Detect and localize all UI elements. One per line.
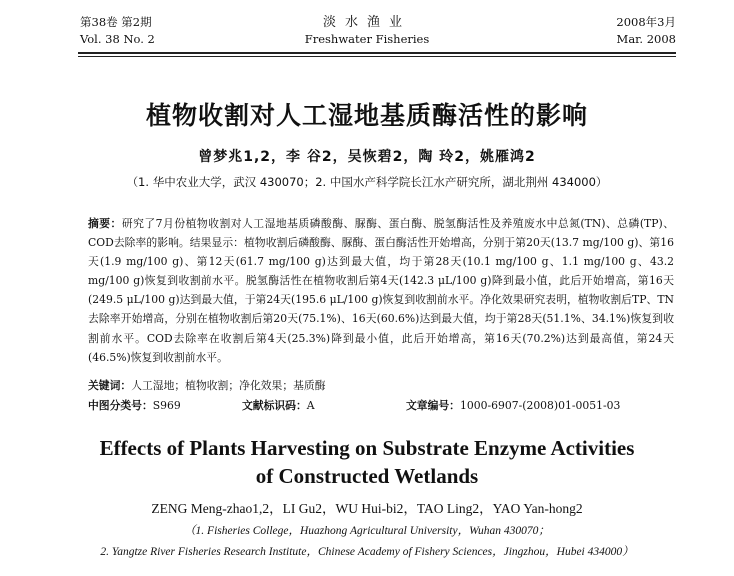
clc-label: 中图分类号： bbox=[88, 399, 153, 412]
document-code bbox=[242, 397, 315, 415]
issue-zh: 第38卷 第2期 bbox=[80, 15, 152, 29]
date-zh: 2008年3月 bbox=[616, 15, 676, 29]
article-value: 1000-6907-(2008)01-0051-03 bbox=[459, 399, 621, 412]
journal-name-zh: 淡水渔业 bbox=[322, 15, 411, 30]
journal-date-block bbox=[616, 14, 676, 48]
clc-number bbox=[88, 397, 181, 415]
doc-label: 文献标识码： bbox=[242, 399, 307, 412]
doc-value: A bbox=[306, 399, 315, 412]
date-en: Mar. 2008 bbox=[616, 32, 676, 46]
abstract-label: 摘要： bbox=[88, 217, 122, 230]
title-en-line1: Effects of Plants Harvesting on Substrate Enzyme Activities bbox=[99, 436, 635, 460]
article-label: 文章编号： bbox=[406, 399, 460, 412]
abstract-text: 研究了7月份植物收割对人工湿地基质磷酸酶、脲酶、蛋白酶、脱氢酶活性及养殖废水中总氮(TN)、总磷(TP)、COD去除率的影响。结果显示：植物收割后磷酸酶、脲酶、蛋白酶活性开始增高，分别于第20天(13.7 mg/100 g)、第16天(1.9 mg/100 g)、第12天(61.7 mg/100 g)达到最大值，均于第28天(10.1 mg/100 g、1.1 mg/100 g、43.2 mg/100 g)恢复到收割前水平。脱氢酶活性在植物收割后第4天(142.3 μL/100 g)降到最小值，此后开始增高，第16天(249.5 μL/100 g)达到最大值，于第24天(195.6 μL/100 g)恢复到收割前水平。净化效果研究表明，植物收割后TP、TN去除率开始增高，分别在植物收割后第20天(75.1%)、16天(60.6%)达到最大值，均于第28天(51.1%、34.1%)恢复到收割前水平。COD去除率在收割后第4天(25.3%)降到最小值，此后开始增高，第16天(70.2%)达到最高值，第24天(46.5%)恢复到收割前水平。 bbox=[88, 217, 674, 364]
keywords-label: 关键词： bbox=[88, 379, 132, 392]
authors-en: ZENG Meng-zhao1,2，LI Gu2，WU Hui-bi2，TAO Ling2，YAO Yan-hong2 bbox=[151, 501, 583, 516]
journal-name-en: Freshwater Fisheries bbox=[304, 32, 430, 46]
affiliation-en-line2: 2. Yangtze River Fisheries Research Institute，Chinese Academy of Fishery Sciences，Jingzhou，Hubei 434000） bbox=[100, 546, 634, 558]
keywords-text: 人工湿地；植物收割；净化效果；基质酶 bbox=[131, 379, 326, 392]
title-en bbox=[0, 434, 734, 490]
issue-en: Vol. 38 No. 2 bbox=[80, 32, 155, 46]
title-zh: 植物收割对人工湿地基质酶活性的影响 bbox=[145, 101, 588, 130]
article-number bbox=[406, 397, 620, 415]
affiliation-zh: （1. 华中农业大学，武汉 430070；2. 中国水产科学院长江水产研究所，湖北荆州 434000） bbox=[126, 175, 608, 189]
authors-zh: 曾梦兆1,2，李 谷2，吴恢碧2，陶 玲2，姚雁鸿2 bbox=[198, 149, 536, 165]
abstract-zh bbox=[88, 214, 674, 367]
title-en-line2: of Constructed Wetlands bbox=[255, 464, 479, 488]
header-rule-thick bbox=[78, 52, 676, 54]
header-rule-thin bbox=[78, 56, 676, 57]
clc-value: S969 bbox=[152, 399, 181, 412]
keywords-zh bbox=[88, 377, 674, 395]
affiliation-en-line1: （1. Fisheries College，Huazhong Agricultural University，Wuhan 430070； bbox=[184, 525, 550, 537]
